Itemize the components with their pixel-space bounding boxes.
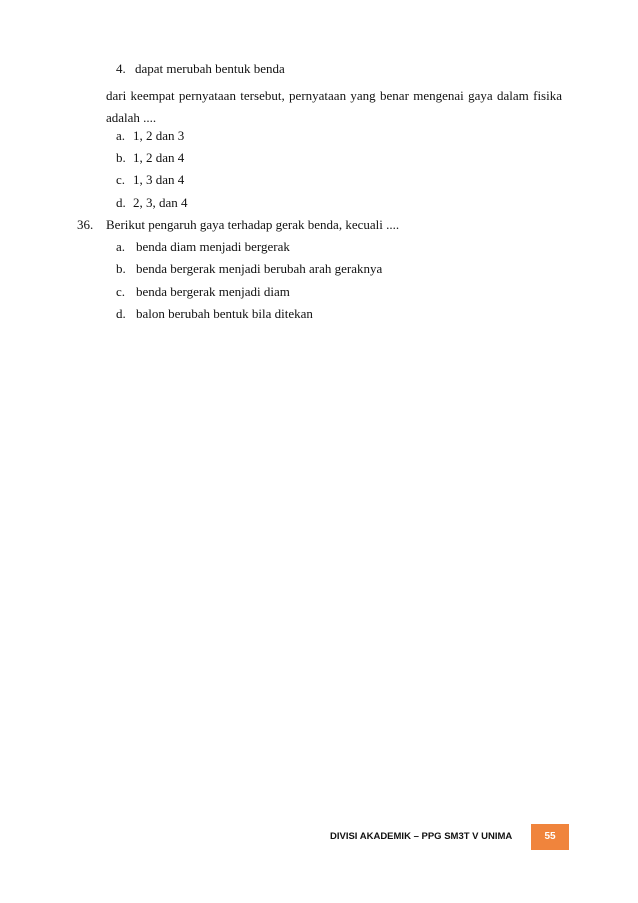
option-a bbox=[116, 128, 184, 144]
option-text: benda bergerak menjadi berubah arah geraknya bbox=[136, 261, 383, 276]
question-35-stem-line-2: adalah .... bbox=[106, 110, 157, 125]
question-stem: Berikut pengaruh gaya terhadap gerak benda, kecuali .... bbox=[106, 217, 400, 232]
option-d bbox=[116, 306, 313, 322]
option-text: balon berubah bentuk bila ditekan bbox=[136, 306, 313, 321]
footer-text: DIVISI AKADEMIK – PPG SM3T V UNIMA bbox=[330, 831, 513, 842]
option-c bbox=[116, 284, 290, 300]
option-text: 2, 3, dan 4 bbox=[133, 195, 188, 210]
option-b bbox=[116, 150, 184, 166]
page-number-badge: 55 bbox=[531, 824, 569, 850]
statement-text: dapat merubah bentuk benda bbox=[135, 61, 285, 76]
option-marker: a. bbox=[116, 239, 126, 254]
option-marker: d. bbox=[116, 195, 126, 210]
question-35-stem-line-1: dari keempat pernyataan tersebut, pernyataan yang benar mengenai gaya dalam fisika bbox=[106, 88, 562, 103]
option-text: 1, 2 dan 4 bbox=[133, 150, 185, 165]
option-a bbox=[116, 239, 290, 255]
option-c bbox=[116, 172, 184, 188]
option-b bbox=[116, 261, 382, 277]
option-marker: c. bbox=[116, 284, 126, 299]
option-marker: c. bbox=[116, 172, 126, 187]
question-number: 36. bbox=[77, 217, 94, 232]
statement-marker: 4. bbox=[116, 61, 126, 76]
statement-4 bbox=[116, 61, 285, 77]
question-36 bbox=[77, 217, 399, 233]
option-marker: d. bbox=[116, 306, 126, 321]
option-d bbox=[116, 195, 188, 211]
option-marker: b. bbox=[116, 150, 126, 165]
option-text: benda diam menjadi bergerak bbox=[136, 239, 290, 254]
option-marker: b. bbox=[116, 261, 126, 276]
option-text: benda bergerak menjadi diam bbox=[136, 284, 290, 299]
option-text: 1, 3 dan 4 bbox=[133, 172, 185, 187]
option-text: 1, 2 dan 3 bbox=[133, 128, 185, 143]
option-marker: a. bbox=[116, 128, 126, 143]
